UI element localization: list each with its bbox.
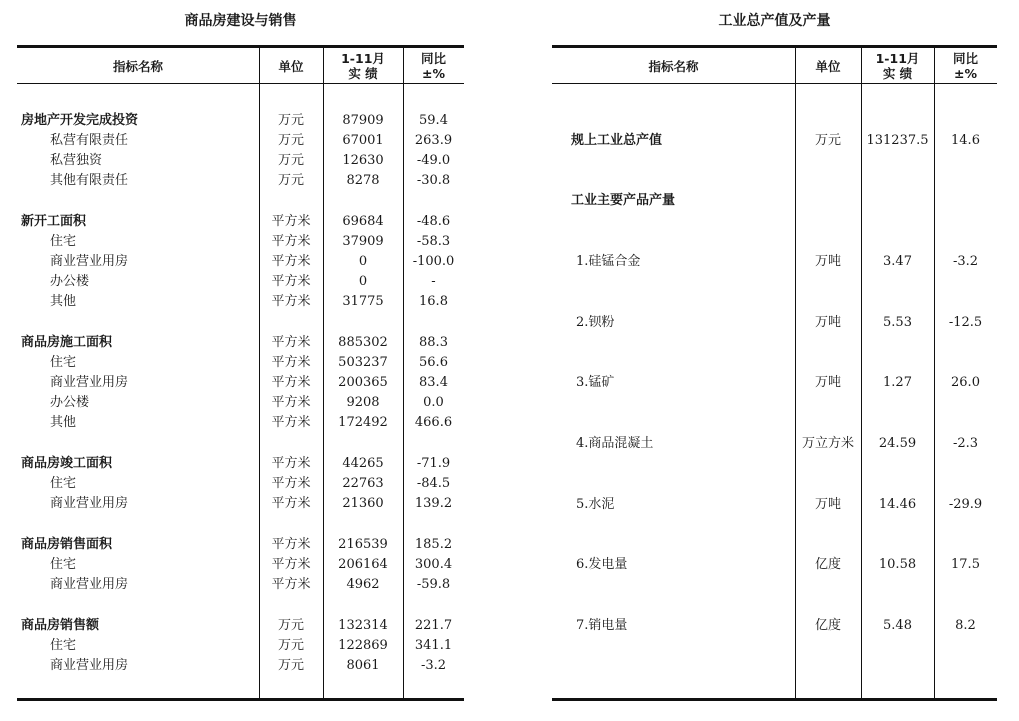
row-yoy: -84.5 (416, 476, 451, 491)
row-yoy: 26.0 (951, 375, 980, 390)
row-value: 172492 (338, 415, 388, 430)
table-row (17, 535, 464, 555)
row-unit: 平方米 (271, 294, 311, 309)
table-row (552, 131, 997, 151)
row-unit: 万元 (277, 638, 304, 653)
row-yoy: 221.7 (414, 618, 453, 633)
table-row (17, 333, 464, 353)
row-name: 7.销电量 (576, 618, 628, 633)
table-row (17, 171, 464, 191)
row-unit: 平方米 (271, 496, 311, 511)
row-name: 办公楼 (50, 274, 90, 289)
table-row (17, 616, 464, 636)
row-name: 新开工面积 (21, 214, 87, 229)
row-value: 22763 (342, 476, 384, 491)
row-name: 商业营业用房 (50, 254, 129, 269)
table-row (17, 393, 464, 413)
row-unit: 万吨 (814, 254, 841, 269)
row-value: 21360 (342, 496, 384, 511)
header-unit: 单位 (278, 58, 304, 74)
row-yoy: 88.3 (419, 335, 448, 350)
row-yoy: 341.1 (414, 638, 453, 653)
row-unit: 平方米 (271, 395, 311, 410)
right-table (552, 45, 997, 701)
row-name: 住宅 (50, 476, 77, 491)
row-unit: 平方米 (271, 214, 311, 229)
row-value: 1.27 (883, 375, 912, 390)
row-name: 房地产开发完成投资 (21, 113, 139, 128)
row-unit: 平方米 (271, 577, 311, 592)
row-name: 商品房销售额 (21, 618, 100, 633)
row-unit: 万元 (814, 133, 841, 148)
table-row (17, 292, 464, 312)
row-name: 5.水泥 (576, 497, 615, 512)
table-row (17, 232, 464, 252)
row-unit: 万吨 (814, 375, 841, 390)
row-value: 5.48 (883, 618, 912, 633)
row-value: 3.47 (883, 254, 912, 269)
table-row (552, 313, 997, 333)
row-yoy: -3.2 (420, 658, 447, 673)
table-row (17, 353, 464, 373)
row-name: 其他 (50, 294, 77, 309)
row-value: 10.58 (878, 557, 917, 572)
table-row (17, 656, 464, 676)
row-unit: 平方米 (271, 557, 311, 572)
row-value: 885302 (338, 335, 388, 350)
row-value: 37909 (342, 234, 384, 249)
row-value: 5.53 (883, 315, 912, 330)
row-name: 其他有限责任 (50, 173, 129, 188)
right-table-title: 工业总产值及产量 (718, 13, 831, 29)
row-name: 商品房竣工面积 (21, 456, 113, 471)
table-bottom-rule (552, 698, 997, 701)
row-name: 4.商品混凝土 (576, 436, 654, 451)
row-unit: 平方米 (271, 375, 311, 390)
row-unit: 万元 (277, 173, 304, 188)
row-yoy: 14.6 (951, 133, 980, 148)
row-unit: 平方米 (271, 335, 311, 350)
row-value: 0 (358, 254, 368, 269)
row-unit: 万元 (277, 658, 304, 673)
row-unit: 万吨 (814, 315, 841, 330)
table-row (552, 495, 997, 515)
table-row (17, 575, 464, 595)
row-value: 122869 (338, 638, 388, 653)
left-table-title: 商品房建设与销售 (184, 13, 297, 29)
row-yoy: -12.5 (948, 315, 983, 330)
table-row (552, 616, 997, 636)
row-unit: 平方米 (271, 234, 311, 249)
table-row (17, 272, 464, 292)
row-yoy: 300.4 (414, 557, 453, 572)
row-yoy: -100.0 (412, 254, 455, 269)
row-unit: 万元 (277, 153, 304, 168)
row-unit: 亿度 (814, 557, 841, 572)
row-yoy: -29.9 (948, 497, 983, 512)
row-value: 44265 (342, 456, 384, 471)
table-row (552, 434, 997, 454)
table-row (552, 252, 997, 272)
row-unit: 亿度 (814, 618, 841, 633)
row-name: 私营有限责任 (50, 133, 129, 148)
row-yoy: - (431, 274, 436, 289)
table-row (17, 474, 464, 494)
row-name: 住宅 (50, 234, 77, 249)
row-yoy: 139.2 (414, 496, 453, 511)
row-name: 6.发电量 (576, 557, 628, 572)
row-yoy: -2.3 (952, 436, 979, 451)
table-row (552, 373, 997, 393)
row-unit: 平方米 (271, 456, 311, 471)
row-name: 商业营业用房 (50, 577, 129, 592)
row-value: 9208 (346, 395, 380, 410)
row-name: 私营独资 (50, 153, 103, 168)
table-row (17, 252, 464, 272)
table-row (17, 151, 464, 171)
row-value: 132314 (338, 618, 388, 633)
row-name: 商业营业用房 (50, 658, 129, 673)
row-name: 住宅 (50, 557, 77, 572)
row-name: 其他 (50, 415, 77, 430)
row-name: 商品房销售面积 (21, 537, 113, 552)
row-name: 2.钡粉 (576, 315, 615, 330)
row-yoy: 83.4 (419, 375, 448, 390)
header-unit: 单位 (815, 58, 841, 74)
table-row (17, 494, 464, 514)
table-row (17, 131, 464, 151)
row-value: 31775 (342, 294, 384, 309)
header-yoy: 同比 ±% (952, 51, 978, 81)
row-yoy: 59.4 (419, 113, 448, 128)
row-name: 住宅 (50, 638, 77, 653)
row-yoy: 17.5 (951, 557, 980, 572)
row-name: 商品房施工面积 (21, 335, 113, 350)
header-name: 指标名称 (112, 58, 163, 74)
row-yoy: -30.8 (416, 173, 451, 188)
row-name: 1.硅锰合金 (576, 254, 641, 269)
row-yoy: 56.6 (419, 355, 448, 370)
row-value: 87909 (342, 113, 384, 128)
table-row (17, 373, 464, 393)
row-value: 131237.5 (866, 133, 929, 148)
row-value: 24.59 (878, 436, 917, 451)
table-row (17, 454, 464, 474)
row-unit: 平方米 (271, 415, 311, 430)
row-yoy: 0.0 (423, 395, 444, 410)
table-row (17, 555, 464, 575)
row-name: 住宅 (50, 355, 77, 370)
row-yoy: -49.0 (416, 153, 451, 168)
row-yoy: 16.8 (419, 294, 448, 309)
table-row (17, 212, 464, 232)
row-unit: 平方米 (271, 274, 311, 289)
header-yoy: 同比 ±% (420, 51, 446, 81)
row-value: 206164 (338, 557, 388, 572)
row-unit: 万吨 (814, 497, 841, 512)
row-name: 规上工业总产值 (571, 133, 663, 148)
row-yoy: -71.9 (416, 456, 451, 471)
row-name: 商业营业用房 (50, 375, 129, 390)
row-name: 办公楼 (50, 395, 90, 410)
row-value: 67001 (342, 133, 384, 148)
row-unit: 平方米 (271, 476, 311, 491)
row-yoy: -58.3 (416, 234, 451, 249)
row-value: 503237 (338, 355, 388, 370)
row-name: 3.锰矿 (576, 375, 615, 390)
row-unit: 平方米 (271, 254, 311, 269)
header-name: 指标名称 (648, 58, 699, 74)
header-value: 1-11月 实 绩 (341, 51, 385, 81)
table-row (17, 111, 464, 131)
row-unit: 万元 (277, 113, 304, 128)
table-row (552, 555, 997, 575)
table-row (17, 636, 464, 656)
row-yoy: -48.6 (416, 214, 451, 229)
row-unit: 万立方米 (801, 436, 854, 451)
row-yoy: 263.9 (414, 133, 453, 148)
row-yoy: 8.2 (955, 618, 976, 633)
row-value: 200365 (338, 375, 388, 390)
row-value: 4962 (346, 577, 380, 592)
row-unit: 平方米 (271, 537, 311, 552)
row-value: 0 (358, 274, 368, 289)
row-yoy: 466.6 (414, 415, 453, 430)
row-name: 工业主要产品产量 (571, 193, 676, 208)
table-row (552, 191, 997, 211)
row-value: 69684 (342, 214, 384, 229)
row-yoy: -3.2 (952, 254, 979, 269)
row-value: 8061 (346, 658, 380, 673)
row-yoy: -59.8 (416, 577, 451, 592)
header-value: 1-11月 实 绩 (875, 51, 920, 81)
row-value: 8278 (346, 173, 380, 188)
row-value: 14.46 (878, 497, 917, 512)
row-value: 216539 (338, 537, 388, 552)
row-unit: 万元 (277, 133, 304, 148)
left-table (17, 45, 464, 701)
row-yoy: 185.2 (414, 537, 453, 552)
table-bottom-rule (17, 698, 464, 701)
table-row (17, 413, 464, 433)
row-value: 12630 (342, 153, 384, 168)
row-name: 商业营业用房 (50, 496, 129, 511)
row-unit: 平方米 (271, 355, 311, 370)
row-unit: 万元 (277, 618, 304, 633)
